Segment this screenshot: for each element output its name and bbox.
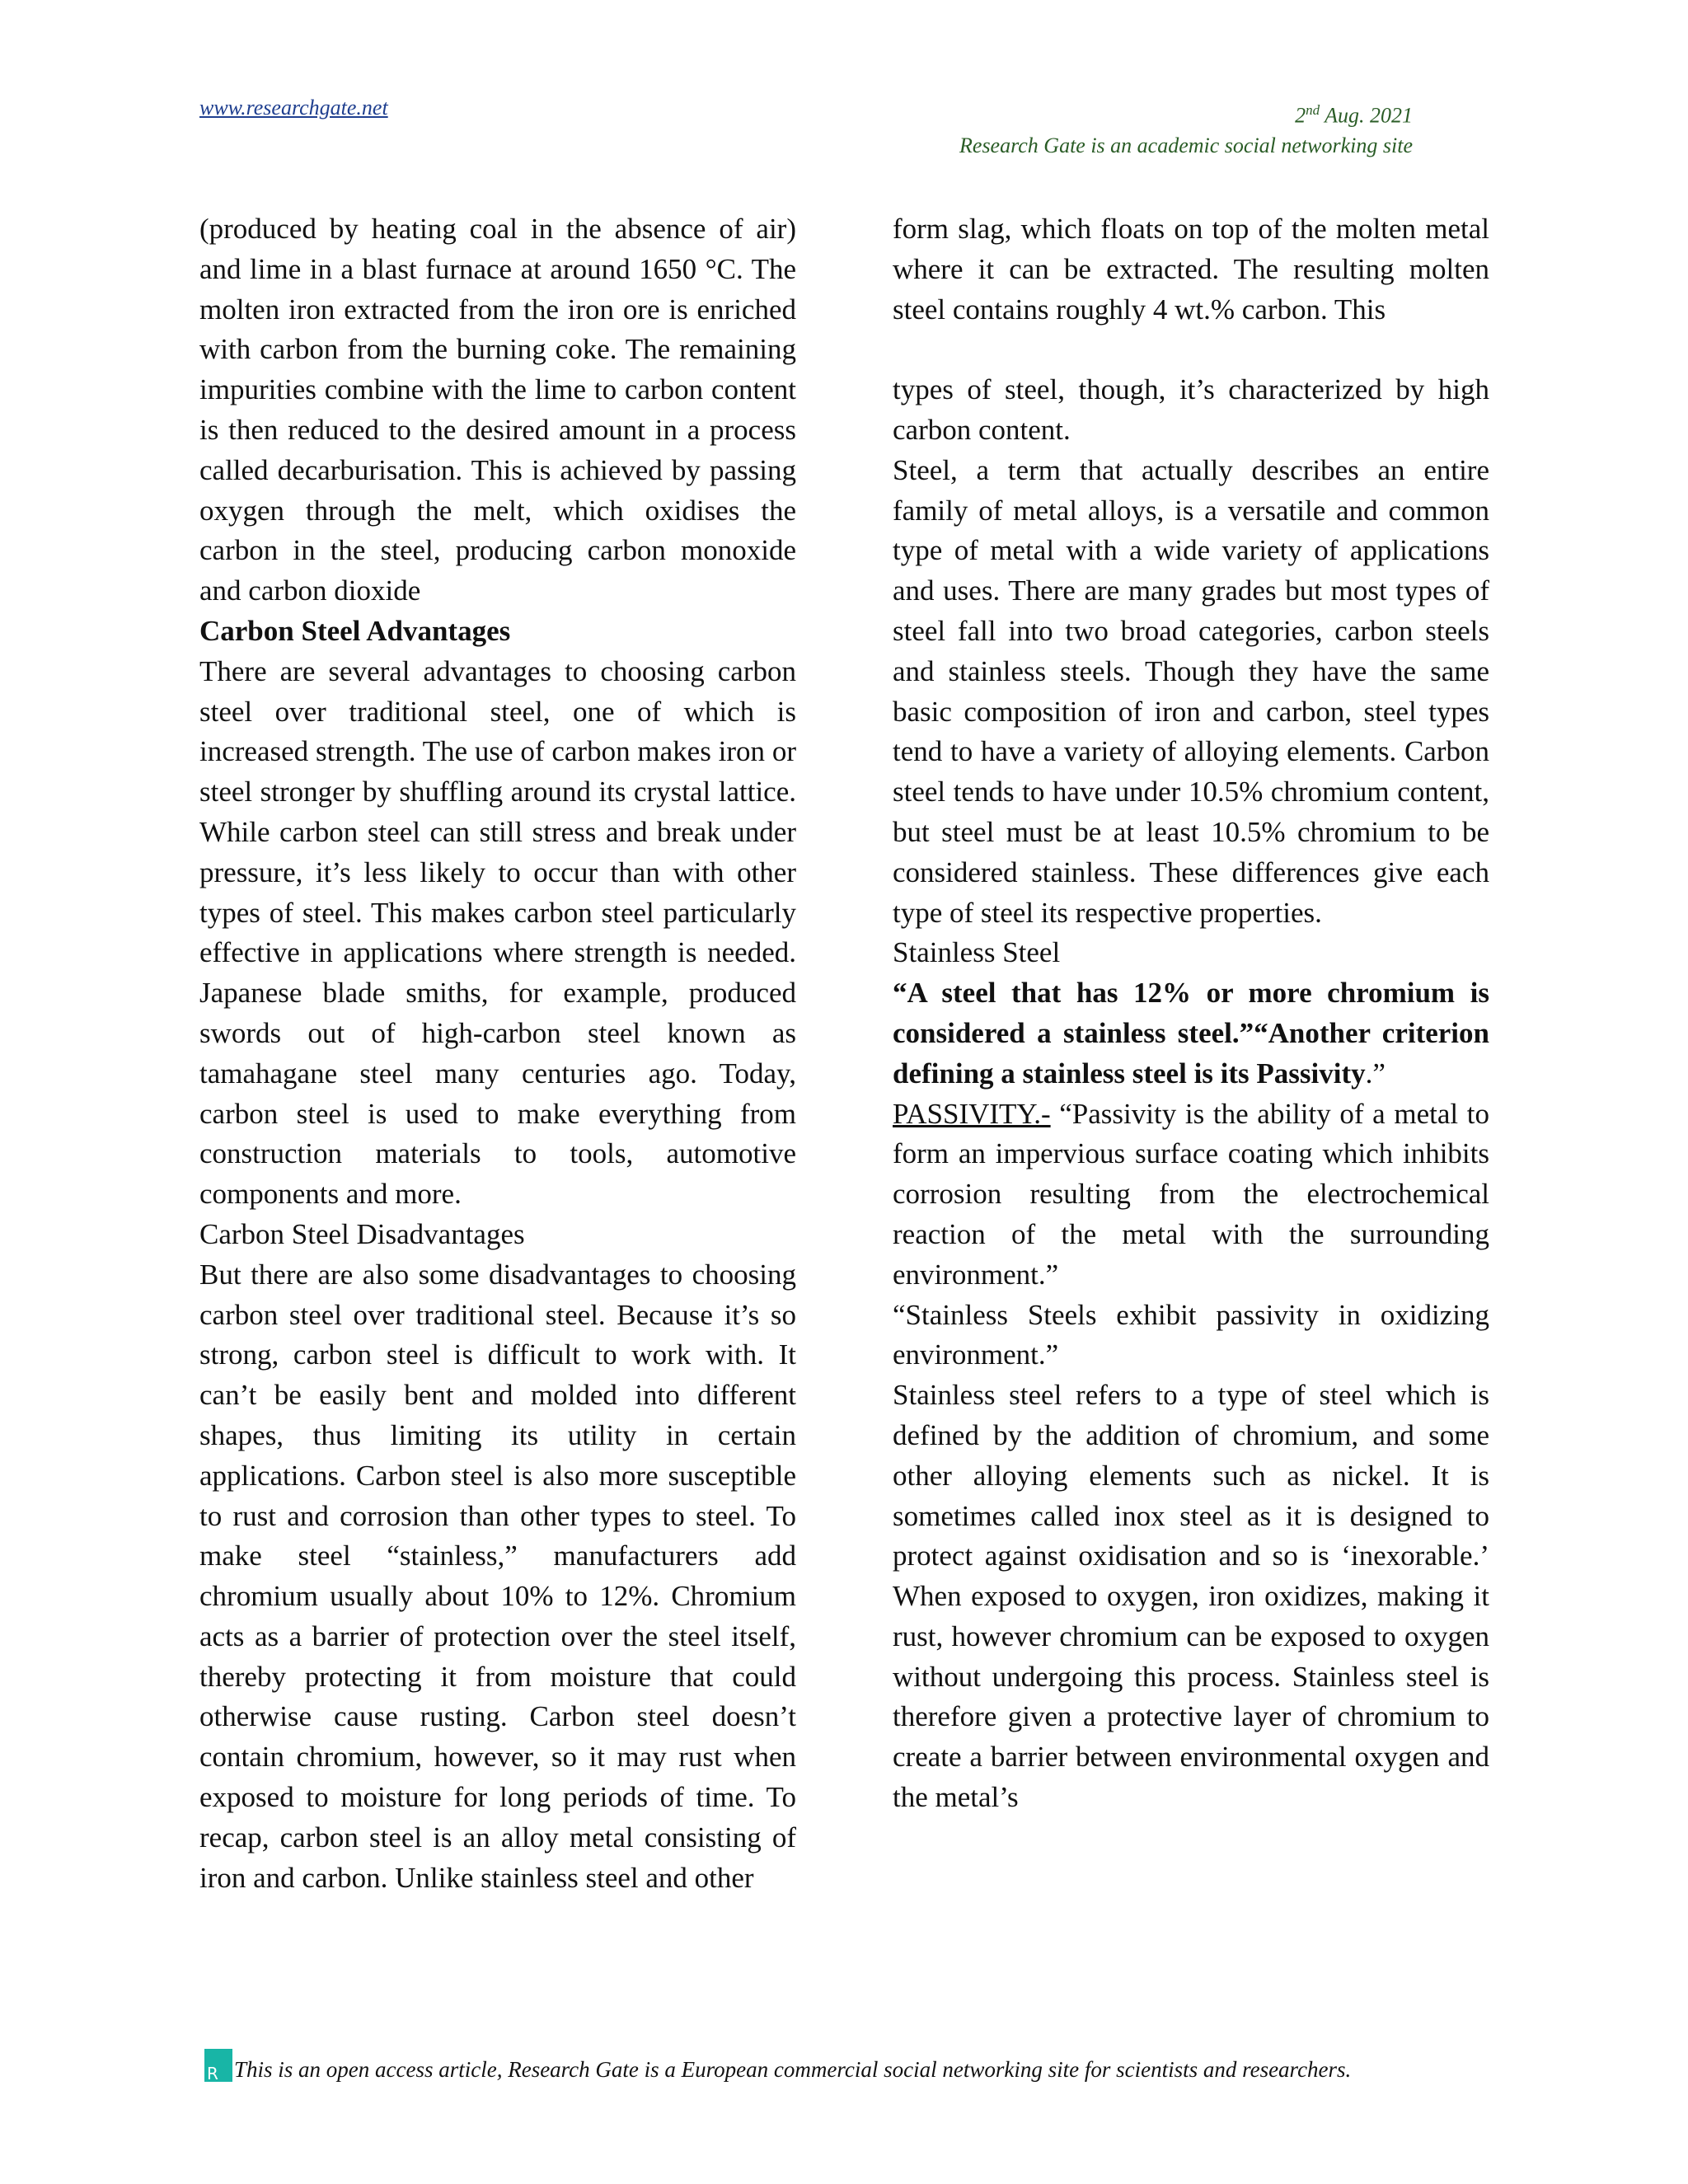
right-paragraph-steel-family: Steel, a term that actually describes an entire family of metal alloys, is a versatile and common type of metal with a wide variety of applications and uses. There are many grades but most types of steel fall into two broad categories, carbon steels and stainless steels. Though they have the same basic composition of iron and carbon, steel types tend to have a variety of alloying elements. Carbon steel tends to have under 10.5% chromium content, but steel must be at least 10.5% chromium to be considered stainless. These differences give each type of steel its respective properties. (893, 453, 1489, 929)
stainless-quote-end: .” (1365, 1057, 1386, 1090)
right-column (893, 209, 1489, 1818)
passivity-text: “Passivity is the ability of a metal to form an impervious surface coating which inhibits corrosion resulting from the electrochemical reaction of the metal with the surrounding environment.” (893, 1097, 1489, 1291)
header-subtitle: Research Gate is an academic social networking site (959, 133, 1413, 157)
right-paragraph-last: Stainless steel refers to a type of steel which is defined by the addition of chromium, and some other alloying elements such as nickel. It is sometimes called inox steel as it is designed to protect against oxidisation and so is ‘inexorable.’ When exposed to oxygen, iron oxidizes, making it rust, however chromium can be exposed to oxygen without undergoing this process. Stainless steel is therefore given a protective layer of chromium to create a barrier between environmental oxygen and the metal’s (893, 1379, 1489, 1814)
header-date (959, 96, 1413, 131)
date-rest: Aug. 2021 (1320, 103, 1413, 128)
footer-text: This is an open access article, Research Gate is a European commercial social networking site for scientists and researchers. (234, 2057, 1352, 2082)
paragraph-gap (893, 330, 1489, 370)
heading-carbon-steel-advantages: Carbon Steel Advantages (199, 614, 511, 647)
right-paragraph-2: types of steel, though, it’s characterized by high carbon content. (893, 373, 1489, 446)
logo-letter: R (207, 2064, 218, 2083)
footer (204, 2049, 1351, 2082)
researchgate-logo-icon (204, 2049, 232, 2082)
header-date-block (959, 96, 1413, 161)
heading-stainless-steel: Stainless Steel (893, 936, 1061, 969)
stainless-quote-bold: “A steel that has 12% or more chromium is considered a stainless steel.”“Another criterion defining a stainless steel is its Passivity (893, 977, 1489, 1090)
stainless-quote (893, 973, 1489, 1094)
passivity-paragraph (893, 1094, 1489, 1296)
left-column (199, 209, 796, 1898)
left-paragraph-disadvantages: But there are also some disadvantages to choosing carbon steel over traditional steel. Because it’s so strong, carbon steel is difficult to work with. It can’t be easily bent and molded into different shapes, thus limiting its utility in certain applications. Carbon steel is also more susceptible to rust and corrosion than other types to steel. To make steel “stainless,” manufacturers add chromium usually about 10% to 12%. Chromium acts as a barrier of protection over the steel itself, thereby protecting it from moisture that could otherwise cause rusting. Carbon steel doesn’t contain chromium, however, so it may rust when exposed to moisture for long periods of time. To recap, carbon steel is an alloy metal consisting of iron and carbon. Unlike stainless steel and other (199, 1258, 796, 1894)
header-website-link[interactable]: www.researchgate.net (199, 96, 388, 120)
heading-carbon-steel-disadvantages: Carbon Steel Disadvantages (199, 1217, 525, 1250)
left-paragraph-advantages: There are several advantages to choosing carbon steel over traditional steel, one of which is increased strength. The use of carbon makes iron or steel stronger by shuffling around its crystal lattice. While carbon steel can still stress and break under pressure, it’s less likely to occur than with other types of steel. This makes carbon steel particularly effective in applications where strength is needed. Japanese blade smiths, for example, produced swords out of high-carbon steel known as tamahagane steel many centuries ago. Today, carbon steel is used to make everything from construction materials to tools, automotive components and more. (199, 654, 796, 1211)
left-paragraph-1: (produced by heating coal in the absence of air) and lime in a blast furnace at around 1650 °C. The molten iron extracted from the iron ore is enriched with carbon from the burning coke. The remaining impurities combine with the lime to carbon content is then reduced to the desired amount in a process called decarburisation. This is achieved by passing oxygen through the melt, which oxidises the carbon in the steel, producing carbon monoxide and carbon dioxide (199, 213, 796, 607)
passivity-label: PASSIVITY.- (893, 1097, 1051, 1130)
date-day: 2 (1295, 103, 1306, 128)
date-suffix: nd (1306, 102, 1320, 118)
right-paragraph-1: form slag, which floats on top of the molten metal where it can be extracted. The resulting molten steel contains roughly 4 wt.% carbon. This (893, 213, 1489, 326)
oxidizing-paragraph: “Stainless Steels exhibit passivity in oxidizing environment.” (893, 1298, 1489, 1371)
